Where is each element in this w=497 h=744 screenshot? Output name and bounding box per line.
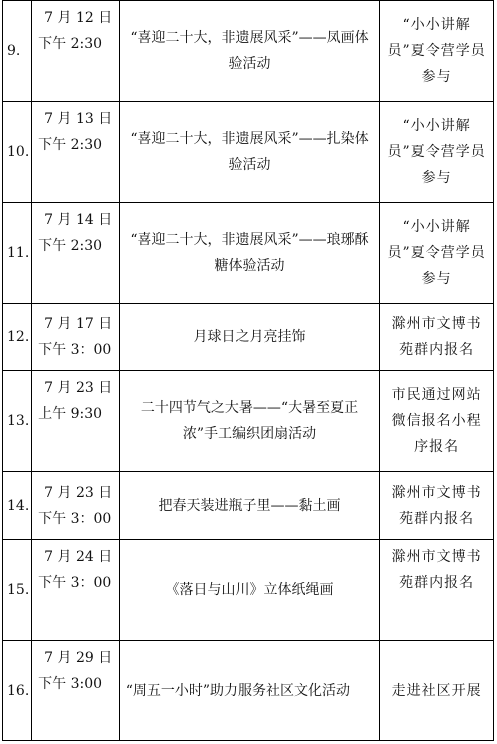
participation-note: “小小讲解员”夏令营学员参与 [387,219,486,287]
activity-name: 把春天装进瓶子里——黏土画 [158,497,341,514]
date-time-cell [32,1,120,102]
participation-cell [380,641,494,741]
date-time-cell [32,371,120,472]
event-date: 7 月 29 日 [44,650,113,666]
event-date: 7 月 23 日 [44,484,113,501]
activity-name: “喜迎二十大，非遗展风采”——琅琊酥糖体验活动 [130,232,369,274]
participation-note: 滁州市文博书苑群内报名 [391,316,482,358]
participation-note: 市民通过网站微信报名小程序报名 [391,387,482,455]
row-number: 10. [3,102,32,203]
activity-cell [119,304,380,371]
date-time-cell [32,102,120,203]
participation-note: 滁州市文博书苑群内报名 [391,484,482,527]
activity-cell [119,371,380,472]
date-time-cell [32,641,120,741]
row-number: 12. [3,304,32,371]
event-date: 7 月 14 日 [44,212,113,228]
participation-note: 滁州市文博书苑群内报名 [391,549,482,591]
table-row [3,371,494,472]
row-number: 14. [3,472,32,540]
activity-name: “喜迎二十大，非遗展风采”——凤画体验活动 [130,30,369,72]
event-time: 下午 3:00 [38,676,103,692]
event-date: 7 月 12 日 [44,10,113,26]
participation-note: “小小讲解员”夏令营学员参与 [387,118,486,186]
activity-name: 《落日与山川》立体纸绳画 [165,582,334,598]
event-time: 下午 2:30 [38,137,103,153]
table-row [3,472,494,540]
table-row [3,102,494,203]
date-time-cell [32,304,120,371]
participation-note: “小小讲解员”夏令营学员参与 [387,17,486,85]
row-number: 11. [3,203,32,304]
participation-cell [380,540,494,641]
activity-cell [119,472,380,540]
activity-cell [119,540,380,641]
row-number: 15. [3,540,32,641]
activity-name: 月球日之月亮挂饰 [193,329,306,345]
activity-cell [119,203,380,304]
event-date: 7 月 17 日 [44,316,113,332]
event-time: 下午 2:30 [38,36,103,52]
table-row [3,641,494,741]
participation-cell [380,371,494,472]
participation-cell [380,102,494,203]
activity-cell [119,102,380,203]
activity-schedule-table [2,0,494,741]
activity-name: “周五一小时”助力服务社区文化活动 [125,682,351,699]
date-time-cell [32,472,120,540]
table-row [3,203,494,304]
event-time: 下午 3：00 [38,575,112,591]
activity-cell [119,1,380,102]
event-time: 下午 2:30 [38,238,103,254]
activity-name: “喜迎二十大，非遗展风采”——扎染体验活动 [130,131,369,173]
table-row [3,540,494,641]
date-time-cell [32,203,120,304]
event-date: 7 月 13 日 [44,111,113,127]
activity-name: 二十四节气之大暑——“大暑至夏正浓”手工编织团扇活动 [140,400,359,442]
table-row [3,1,494,102]
event-date: 7 月 23 日 [44,380,113,396]
activity-cell [119,641,380,741]
participation-cell [380,203,494,304]
event-date: 7 月 24 日 [44,549,113,565]
row-number: 9. [3,1,32,102]
participation-cell [380,304,494,371]
event-time: 上午 9:30 [38,406,103,422]
date-time-cell [32,540,120,641]
participation-cell [380,1,494,102]
event-time: 下午 3：00 [38,510,112,527]
participation-note: 走进社区开展 [391,682,482,699]
table-row [3,304,494,371]
row-number: 13. [3,371,32,472]
participation-cell [380,472,494,540]
row-number: 16. [3,641,32,741]
event-time: 下午 3：00 [38,342,112,358]
